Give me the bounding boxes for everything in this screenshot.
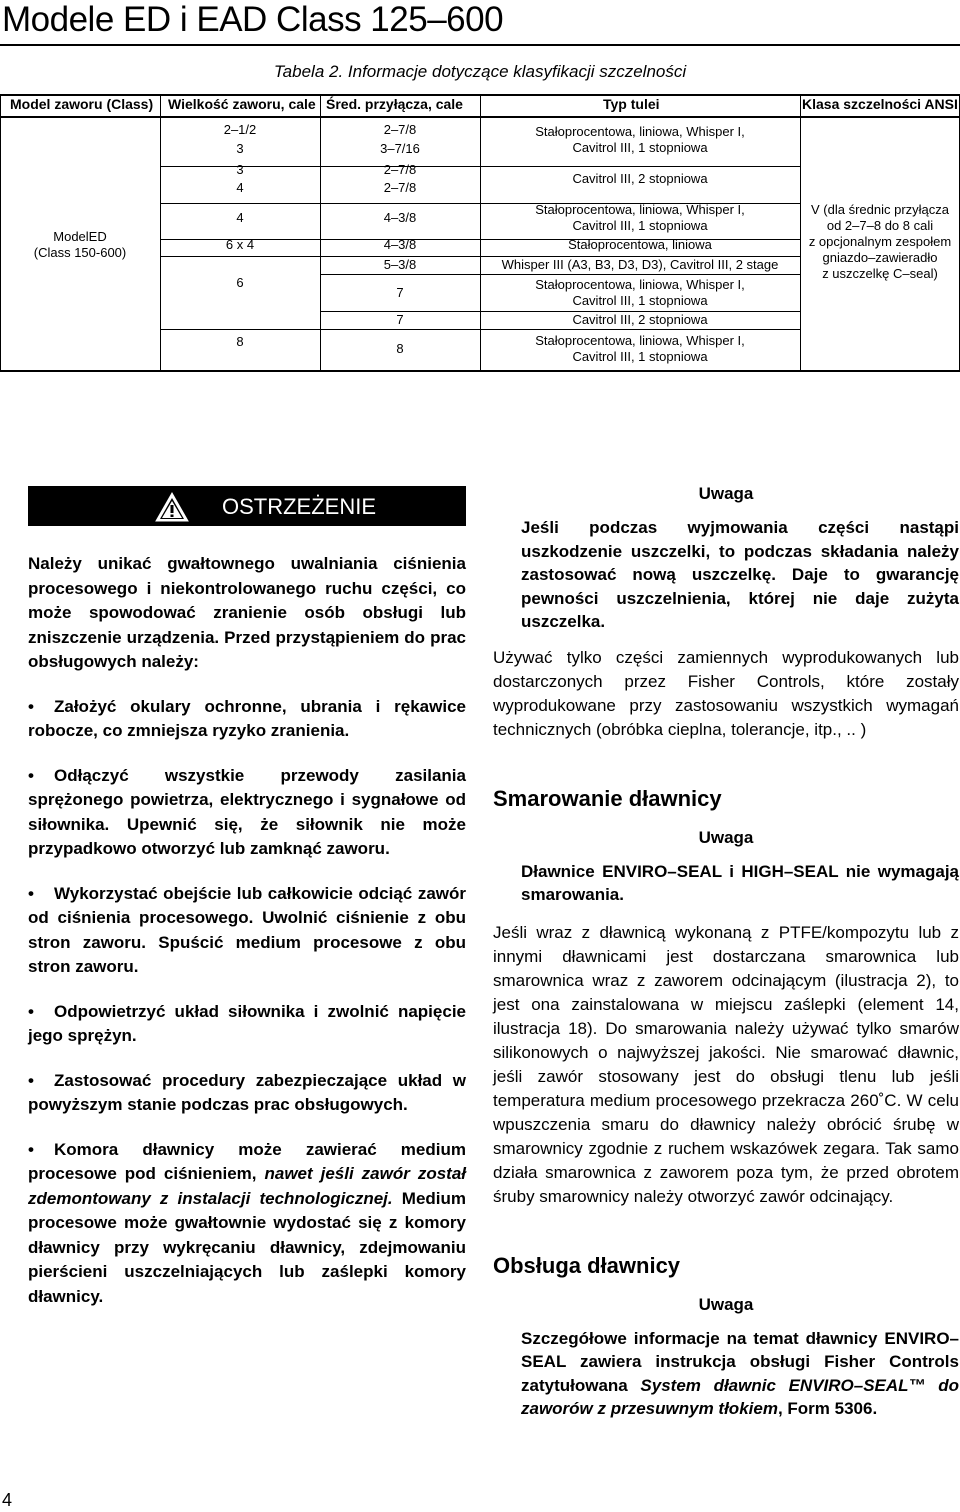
size-cell: 8 xyxy=(236,334,244,349)
warning-bullet: • Zastosować procedury zabezpieczające układ w powyższym stanie podczas prac obsługowych. xyxy=(28,1070,466,1114)
warning-triangle-icon xyxy=(154,491,190,523)
size-cell: 2–1/2 xyxy=(223,122,257,137)
warning-bullet: • Wykorzystać obejście lub całkowicie odciąć zawór od ciśnienia procesowego. Uwolnić ciśnienie z obu stron zaworu. Spuścić medium procesowe z obu stron zaworu. xyxy=(28,883,466,976)
port-cell: 7 xyxy=(396,312,404,327)
port-cell: 3–7/16 xyxy=(380,141,420,156)
cage-cell: Whisper III (A3, B3, D3, D3), Cavitrol III, 2 stage xyxy=(501,257,779,272)
ansi-cell: gniazdo–zawieradło xyxy=(822,250,938,265)
ansi-cell: V (dla średnic przyłącza xyxy=(811,202,949,217)
ansi-cell: od 2–7–8 do 8 cali xyxy=(826,218,934,233)
header-model: Model zaworu (Class) xyxy=(10,96,154,112)
warning-intro: Należy unikać gwałtownego uwalniania ciśnienia procesowego i niekontrolowanego ruchu części, co może spowodować zranienie osób obsługi lub zniszczenie urządzenia. Przed przystąpieniem do prac obsługowych należy: xyxy=(28,554,466,671)
port-cell: 7 xyxy=(396,285,404,300)
ansi-cell: z opcjonalnym zespołem xyxy=(808,234,952,249)
note-label: Uwaga xyxy=(698,827,754,847)
warning-bullet: • Komora dławnicy może zawierać medium procesowe pod ciśnieniem, nawet jeśli zawór został zdemontowany z instalacji technologicznej. Medium procesowe może gwałtownie wydostać się z komory dławnicy przy wykręcaniu dławnicy, zdejmowaniu pierścieni uszczelniających lub zaślepki komory dławnicy. xyxy=(28,1139,467,1306)
cage-cell: Cavitrol III, 1 stopniowa xyxy=(572,293,708,308)
warning-title: OSTRZEŻENIE xyxy=(222,494,377,519)
page-number: 4 xyxy=(2,1490,13,1510)
size-cell: 3 xyxy=(236,162,244,177)
body-paragraph: Używać tylko części zamiennych wyprodukowanych lub dostarczonych przez Fisher Controls, które zostały wyprodukowane przy zastosowaniu wszystkich wymagań technicznych (obróbka cieplna, tolerancje, itp., .. ) xyxy=(493,647,959,739)
cage-cell: Cavitrol III, 1 stopniowa xyxy=(572,218,708,233)
page-title: Modele ED i EAD Class 125–600 xyxy=(2,0,504,39)
warning-header xyxy=(28,486,466,526)
header-ansi: Klasa szczelności ANSI xyxy=(802,96,958,112)
cage-cell: Stałoprocentowa, liniowa xyxy=(568,237,712,252)
size-cell: 6 x 4 xyxy=(225,237,255,252)
size-cell: 6 xyxy=(236,275,244,290)
cage-cell: Stałoprocentowa, liniowa, Whisper I, xyxy=(535,277,745,292)
port-cell: 2–7/8 xyxy=(383,162,417,177)
cage-cell: Cavitrol III, 1 stopniowa xyxy=(572,140,708,155)
size-cell: 4 xyxy=(236,210,244,225)
header-port: Śred. przyłącza, cale xyxy=(326,96,463,112)
cage-cell: Stałoprocentowa, liniowa, Whisper I, xyxy=(535,202,745,217)
port-cell: 8 xyxy=(396,341,404,356)
cage-cell: Cavitrol III, 2 stopniowa xyxy=(572,312,708,327)
note-label: Uwaga xyxy=(698,1294,754,1314)
port-cell: 2–7/8 xyxy=(383,180,417,195)
note-text: Jeśli podczas wyjmowania części nastąpi uszkodzenie uszczelki, to podczas składania należy zastosować nową uszczelkę. Daje to gwarancję pewności uszczelnienia, której nie daje zużyta uszczelka. xyxy=(521,518,959,631)
section-heading-lubrication: Smarowanie dławnicy xyxy=(493,785,722,811)
warning-bullet: • Odpowietrzyć układ siłownika i zwolnić napięcie jego sprężyn. xyxy=(28,1001,466,1045)
sealing-class-table xyxy=(0,94,960,372)
model-name: ModelED xyxy=(53,229,107,244)
table-caption: Tabela 2. Informacje dotyczące klasyfikacji szczelności xyxy=(273,62,687,81)
port-cell: 5–3/8 xyxy=(383,257,417,272)
size-cell: 3 xyxy=(236,141,244,156)
body-paragraph: Jeśli wraz z dławnicą wykonaną z PTFE/kompozytu lub z innymi dławnicami jest dostarczana smarownica lub smarownica wraz z zaworem odcinającym (ilustracja 2), to jest ona zainstalowana w miejscu zaślepki (element 14, ilustracja 18). Do smarowania należy używać tylko smarów silikonowych o najwyższej jakości. Nie smarować dławnic, jeśli zawór stosowany jest do obsługi tlenu lub jeśli temperatura medium procesowego przekracza 260˚C. W celu wpuszczenia smaru do dławnicy należy obrócić śrubę w smarownicy zgodnie z ruchem wskazówek zegara. Tak samo działa smarownica z zaworem poza tym, że przed obrotem śruby smarownicy należy otworzyć zawór odcinający. xyxy=(493,922,959,1206)
note-text: Szczegółowe informacje na temat dławnicy ENVIRO–SEAL zawiera instrukcja obsługi Fisher Controls zatytułowana System dławnic ENVIRO–SEAL™ do zaworów z przesuwnym tłokiem, Form 5306. xyxy=(521,1328,959,1418)
cage-cell: Cavitrol III, 1 stopniowa xyxy=(572,349,708,364)
title-divider xyxy=(0,44,960,46)
cage-cell: Stałoprocentowa, liniowa, Whisper I, xyxy=(535,333,745,348)
size-cell: 4 xyxy=(236,180,244,195)
warning-bullet: • Założyć okulary ochronne, ubrania i rękawice robocze, co zmniejsza ryzyko zranienia. xyxy=(28,696,466,740)
port-cell: 4–3/8 xyxy=(383,237,417,252)
warning-bullet: • Odłączyć wszystkie przewody zasilania sprężonego powietrza, elektrycznego i sygnałowe od siłownika. Upewnić się, że siłownik nie może przypadkowo otworzyć lub zamknąć zaworu. xyxy=(28,765,466,858)
header-size: Wielkość zaworu, cale xyxy=(168,96,316,112)
port-cell: 2–7/8 xyxy=(383,122,417,137)
note-label: Uwaga xyxy=(698,484,754,503)
section-heading-maintenance: Obsługa dławnicy xyxy=(493,1252,681,1278)
ansi-cell: z uszczelkę C–seal) xyxy=(822,266,938,281)
warning-body xyxy=(28,552,466,1329)
cage-cell: Cavitrol III, 2 stopniowa xyxy=(572,171,708,186)
right-column xyxy=(493,484,959,1421)
note-text: Dławnice ENVIRO–SEAL i HIGH–SEAL nie wymagają smarowania. xyxy=(521,861,959,904)
header-cage: Typ tulei xyxy=(603,96,660,112)
cage-cell: Stałoprocentowa, liniowa, Whisper I, xyxy=(535,124,745,139)
model-class: (Class 150-600) xyxy=(33,245,127,260)
port-cell: 4–3/8 xyxy=(383,210,417,225)
